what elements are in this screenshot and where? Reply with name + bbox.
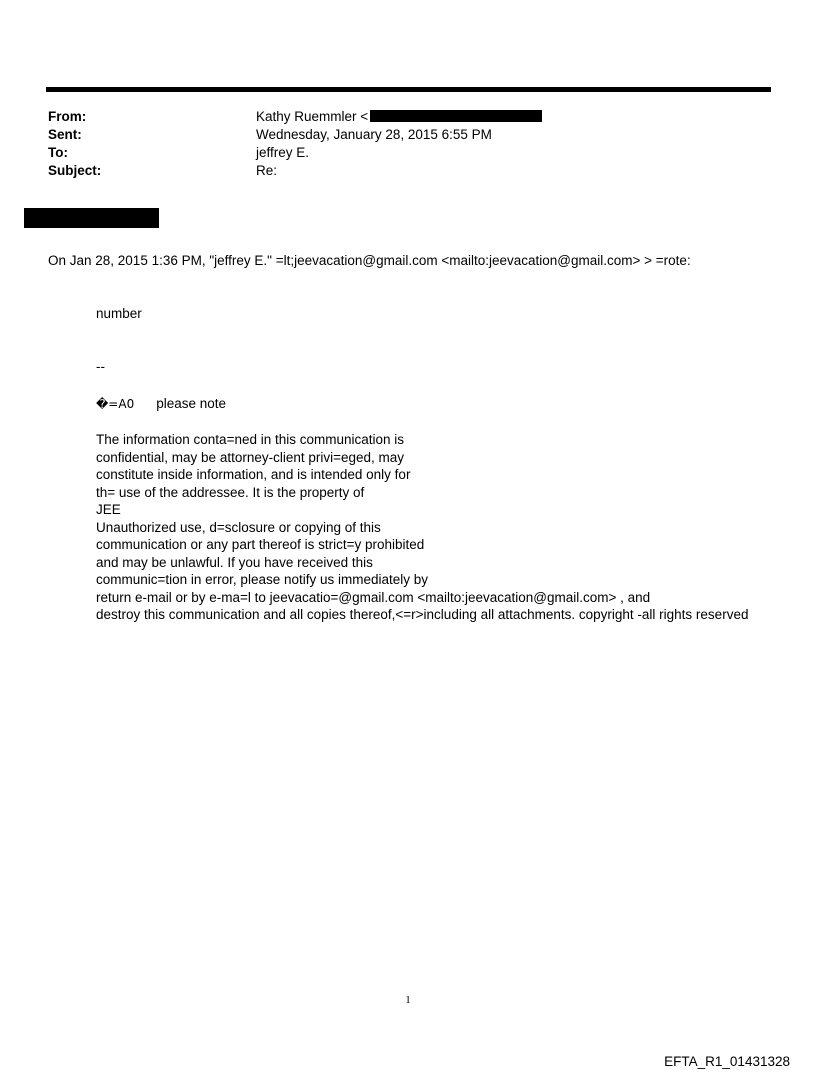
disclaimer-line: and may be unlawful. If you have received this <box>96 554 373 570</box>
note-line <box>96 395 226 413</box>
subject-value: Re: <box>256 163 278 178</box>
disclaimer-line: confidential, may be attorney-client privi=eged, may <box>96 449 405 465</box>
disclaimer-line: JEE <box>96 502 121 517</box>
redacted-phone-block <box>24 208 159 228</box>
quote-intro: On Jan 28, 2015 1:36 PM, "jeffrey E." =lt;jeevacation@gmail.com <mailto:jeevacation@gmail.com> > =rote: <box>48 253 691 268</box>
page-number: 1 <box>405 994 411 1006</box>
header-rule <box>46 87 771 92</box>
disclaimer-line: destroy this communication and all copies thereof,<=r>including all attachments. copyright -all rights reserved <box>96 607 749 622</box>
redacted-email <box>370 110 542 122</box>
disclaimer-line: The information conta=ned in this communication is <box>96 432 405 447</box>
sent-label: Sent: <box>48 127 82 142</box>
to-label: To: <box>48 145 68 160</box>
signature-separator: -- <box>96 359 105 374</box>
document-id: EFTA_R1_01431328 <box>664 1054 790 1069</box>
disclaimer-line: th= use of the addressee. It is the property of <box>96 484 365 500</box>
from-value <box>256 108 542 126</box>
sent-value: Wednesday, January 28, 2015 6:55 PM <box>256 127 492 142</box>
disclaimer-line: return e-mail or by e-ma=l to jeevacatio=@gmail.com <mailto:jeevacation@gmail.com> , and <box>96 589 651 605</box>
sent-row <box>48 126 768 144</box>
subject-row <box>48 162 768 180</box>
disclaimer-line: communic=tion in error, please notify us immediately by <box>96 572 429 587</box>
confidentiality-disclaimer <box>96 431 796 624</box>
disclaimer-line: Unauthorized use, d=sclosure or copying of this <box>96 519 381 535</box>
replacement-glyph: �=A0 <box>96 397 135 411</box>
to-row <box>48 144 768 162</box>
from-label: From: <box>48 109 87 124</box>
quoted-number-text: number <box>96 306 142 321</box>
disclaimer-line: communication or any part thereof is strict=y prohibited <box>96 537 425 552</box>
sender-name: Kathy Ruemmler < <box>256 109 369 124</box>
note-text: please note <box>156 396 227 411</box>
subject-label: Subject: <box>48 163 102 178</box>
disclaimer-line: constitute inside information, and is intended only for <box>96 467 411 482</box>
to-value: jeffrey E. <box>256 145 310 160</box>
from-row <box>48 108 768 126</box>
